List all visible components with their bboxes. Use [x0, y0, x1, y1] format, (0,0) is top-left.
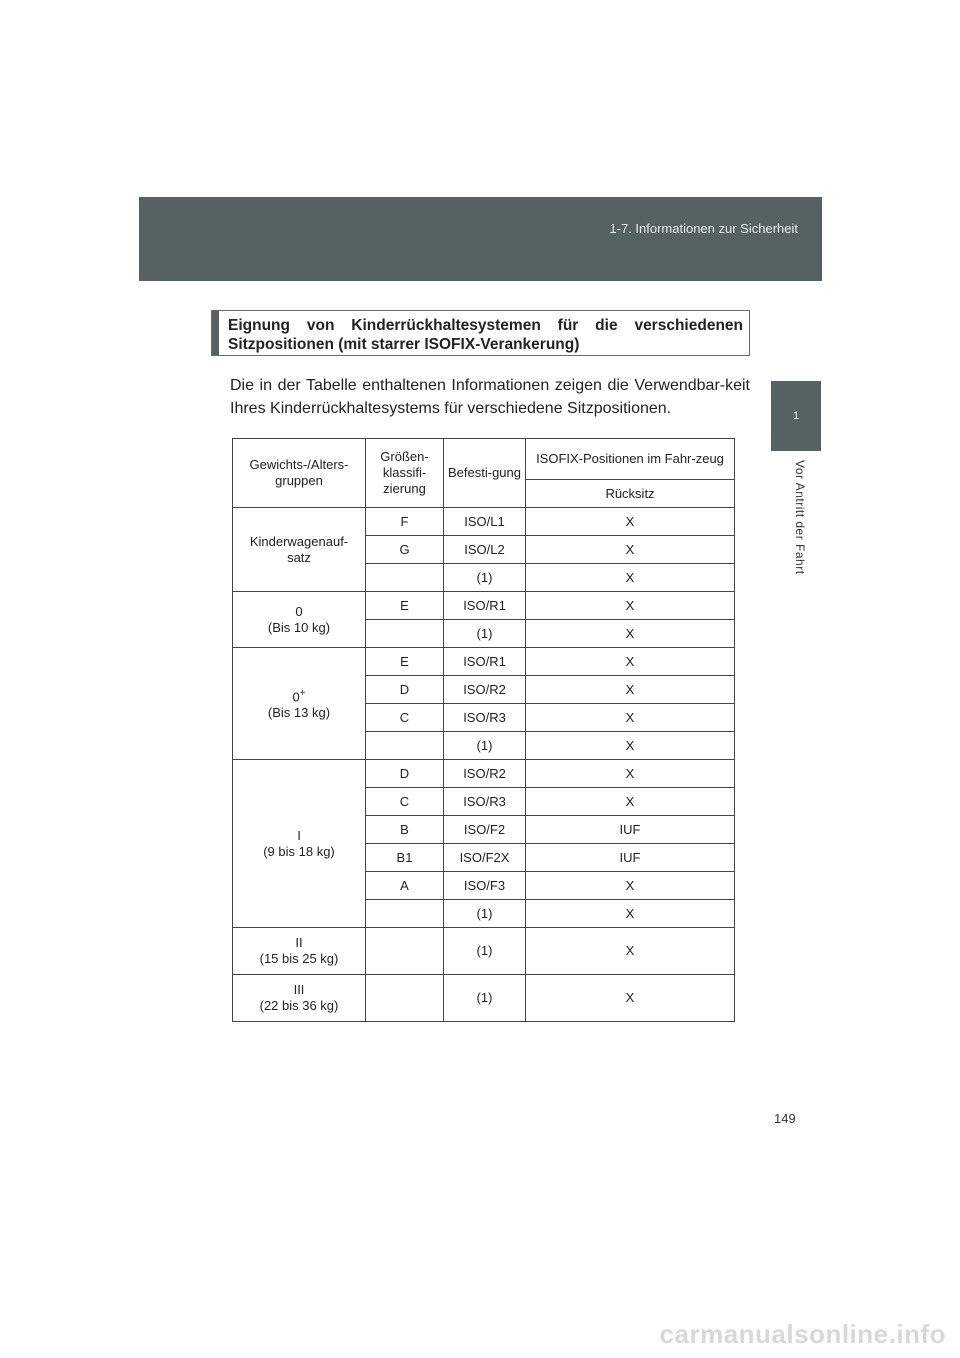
rear-seat-cell: IUF: [526, 844, 735, 872]
isofix-table: [232, 438, 735, 1022]
fixture-cell: (1): [444, 928, 526, 975]
section-title: Eignung von Kinderrückhaltesystemen für die verschiedenen Sitzpositionen (mit starrer ISOFIX-Verankerung): [228, 317, 743, 353]
size-class-cell: C: [366, 788, 444, 816]
rear-seat-cell: X: [526, 975, 735, 1022]
weight-group-cell: [233, 760, 366, 928]
weight-group-label: I: [297, 827, 301, 843]
section-header: 1-7. Informationen zur Sicherheit: [609, 221, 798, 236]
weight-group-label: 0+: [292, 687, 306, 705]
weight-group-cell: [233, 648, 366, 760]
chapter-label: Vor Antritt der Fahrt: [793, 460, 807, 575]
header-size-class: Größen-klassifi-zierung: [366, 439, 444, 508]
weight-group-cell: [233, 975, 366, 1022]
rear-seat-cell: X: [526, 928, 735, 975]
rear-seat-cell: X: [526, 620, 735, 648]
rear-seat-cell: X: [526, 704, 735, 732]
size-class-cell: D: [366, 760, 444, 788]
rear-seat-cell: X: [526, 900, 735, 928]
rear-seat-cell: X: [526, 676, 735, 704]
fixture-cell: (1): [444, 732, 526, 760]
weight-group-label: III: [293, 982, 305, 997]
fixture-cell: (1): [444, 900, 526, 928]
size-class-cell: F: [366, 508, 444, 536]
fixture-cell: ISO/F3: [444, 872, 526, 900]
weight-group-range: (Bis 10 kg): [267, 619, 331, 635]
size-class-cell: B: [366, 816, 444, 844]
header-rear-seat: Rücksitz: [526, 480, 735, 508]
size-class-cell: E: [366, 592, 444, 620]
size-class-cell: [366, 975, 444, 1022]
weight-group-range: (Bis 13 kg): [267, 705, 331, 721]
fixture-cell: (1): [444, 620, 526, 648]
weight-group-label: 0: [295, 603, 303, 619]
fixture-cell: ISO/F2X: [444, 844, 526, 872]
fixture-cell: ISO/R1: [444, 648, 526, 676]
table-row: [233, 592, 735, 620]
weight-group-cell: [233, 508, 366, 592]
size-class-cell: A: [366, 872, 444, 900]
rear-seat-cell: X: [526, 564, 735, 592]
fixture-cell: (1): [444, 975, 526, 1022]
watermark: carmanualsonline.info: [659, 1319, 946, 1349]
rear-seat-cell: X: [526, 648, 735, 676]
weight-group-label: Kinderwagenauf-: [249, 533, 349, 549]
table-row: [233, 648, 735, 676]
table-row: [233, 928, 735, 975]
size-class-cell: [366, 928, 444, 975]
fixture-cell: ISO/R1: [444, 592, 526, 620]
header-fixture: Befesti-gung: [444, 439, 526, 508]
size-class-cell: [366, 900, 444, 928]
table-row: [233, 760, 735, 788]
intro-paragraph: Die in der Tabelle enthaltenen Informationen zeigen die Verwendbar-keit Ihres Kinderrückhaltesystems für verschiedene Sitzpositionen.: [230, 377, 750, 417]
weight-group-range: satz: [287, 549, 311, 565]
rear-seat-cell: X: [526, 788, 735, 816]
rear-seat-cell: X: [526, 872, 735, 900]
weight-group-cell: [233, 592, 366, 648]
size-class-cell: [366, 564, 444, 592]
size-class-cell: G: [366, 536, 444, 564]
fixture-cell: ISO/R3: [444, 788, 526, 816]
table-row: [233, 975, 735, 1022]
section-heading-box: [211, 310, 750, 356]
size-class-cell: B1: [366, 844, 444, 872]
rear-seat-cell: X: [526, 536, 735, 564]
header-weight-group: Gewichts-/Alters-gruppen: [233, 439, 366, 508]
rear-seat-cell: IUF: [526, 816, 735, 844]
rear-seat-cell: X: [526, 592, 735, 620]
header-band: [139, 197, 822, 281]
rear-seat-cell: X: [526, 508, 735, 536]
weight-group-label: II: [295, 935, 303, 950]
size-class-cell: D: [366, 676, 444, 704]
section-heading-bar: [212, 311, 219, 355]
size-class-cell: [366, 620, 444, 648]
fixture-cell: ISO/R2: [444, 760, 526, 788]
size-class-cell: E: [366, 648, 444, 676]
header-isofix-positions: ISOFIX-Positionen im Fahr-zeug: [526, 439, 735, 480]
table-row: [233, 508, 735, 536]
fixture-cell: (1): [444, 564, 526, 592]
weight-group-range: (15 bis 25 kg): [259, 951, 339, 966]
rear-seat-cell: X: [526, 760, 735, 788]
weight-group-range: (9 bis 18 kg): [263, 843, 335, 859]
rear-seat-cell: X: [526, 732, 735, 760]
size-class-cell: [366, 732, 444, 760]
fixture-cell: ISO/L2: [444, 536, 526, 564]
weight-group-range: (22 bis 36 kg): [259, 998, 339, 1013]
fixture-cell: ISO/R2: [444, 676, 526, 704]
weight-group-cell: [233, 928, 366, 975]
fixture-cell: ISO/F2: [444, 816, 526, 844]
size-class-cell: C: [366, 704, 444, 732]
fixture-cell: ISO/R3: [444, 704, 526, 732]
fixture-cell: ISO/L1: [444, 508, 526, 536]
chapter-tab: 1: [771, 381, 821, 451]
page-number: 149: [774, 1111, 796, 1126]
